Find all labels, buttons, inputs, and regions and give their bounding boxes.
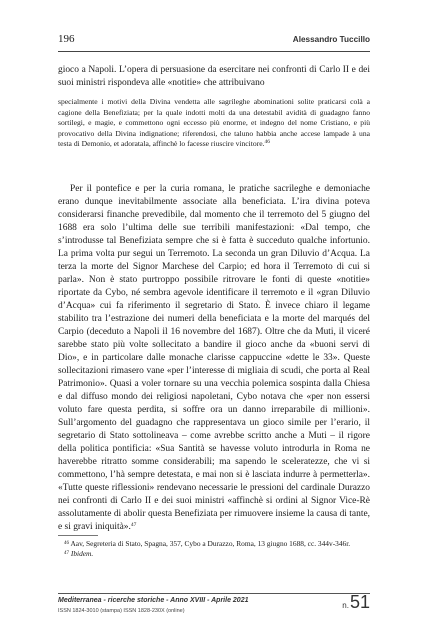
running-head-author: Alessandro Tuccillo <box>292 35 370 44</box>
footnote-text: Ibidem. <box>70 549 94 558</box>
block-quote <box>58 97 370 150</box>
footnote-number: 47 <box>64 551 69 556</box>
footer-issn: ISSN 1824-3010 (stampa) ISSN 1828-230X (online) <box>58 608 185 614</box>
footnote-rule <box>58 535 98 536</box>
footer-journal-title: Mediterranea - ricerche storiche - Anno XVIII - Aprile 2021 <box>58 597 249 604</box>
paragraph-intro <box>58 64 370 90</box>
block-quote-text: specialmente i motivi della Divina vendetta alle sagrileghe abominationi solite praticarsi colà a cagione della Benefiziata; per la quale indotti molti da una detestabil avidità di guadagno fanno sortilegi, e magie, e commettono ogni eccesso più enorme, et indegno del nome Cristiano, e più provocativo della Divina indignatione; riferendosi, che taluno habbia anche accese lampade à una testa di Demonio, et adoratala, affinchè lo facesse riuscire vincitore <box>58 97 370 149</box>
footnote-ref-47: 47 <box>130 522 137 528</box>
footnotes <box>58 539 370 559</box>
footer-page-number <box>342 592 370 613</box>
paragraph-main-paragraph: Per il pontefice e per la curia romana, le pratiche sacrileghe e demoniache erano dunque inevitabilmente associate alla beneficiata. L’ira divina poteva considerarsi finanche prevedibile, dal momento che il terremoto del 5 giugno del 1688 era solo l’ultima delle sue terribili manifestazioni: «Dal tempo, che s’introdusse tal Benefiziata sempre che si è fatta è succeduto qualche infortunio. La prima volta pur segui un Terremoto. La seconda un gran Diluvio d’Acqua. La terza la morte del Signor Marchese del Carpio; ed hora il Terremoto di cui si parla». Non è stato purtroppo possibile ritrovare le fonti di queste «notitie» riportate da Cybo, né sembra agevole identificare il terremoto e il «gran Diluvio d’Acqua» cui fa riferimento il segretario di Stato. È invece chiaro il legame stabilito tra l’estrazione dei numeri della beneficiata e la morte del marqués del Carpio (deceduto a Napoli il 16 novembre del 1687). Oltre che da Muti, il viceré sarebbe stato più volte sollecitato a bandire il gioco anche da «buoni servi di Dio», e in particolare dalle monache clarisse cappuccine «dette le 33». Queste sollecitazioni rimasero vane «per l’interesse di migliaia di scudi, che porta al Real Patrimonio». Quasi a voler tornare su una vecchia polemica sospinta dalla Chiesa e dal diffuso mondo dei religiosi napoletani, Cybo notava che «per non essersi voluto fare questa perdita, si soffre ora un danno irreparabile di millioni». Sull’argomento del guadagno che rappresentava un gioco simile per l’erario, il segretario di Stato sottolineava – come avrebbe scritto anche a Muti – il rigore della politica pontificia: «Sua Santità se havesse voluto introdurla in Roma ne haverebbe ritratto somme considerabili; ma sapendo le sceleratezze, che vi si commettono, l’hà sempre detestata, e mai non si è lasciata indurre à permetterla». «Tutte queste riflessioni» rendevano necessarie le pressioni del cardinale Durazzo nei confronti di Carlo II e dei suoi ministri «affinchè si ordini al Signor Vice-Rè assolutamente di abolir questa Benefiziata per rimuovere insieme la causa di tante, e si gravi iniquità».$^{47}$ <box>58 184 370 532</box>
footnote-ref-46: 46 <box>264 139 270 146</box>
footer-page-prefix: n. <box>342 601 349 610</box>
footer-page-value: 51 <box>349 592 370 612</box>
paragraph-main-text: Per il pontefice e per la curia romana, le pratiche sacrileghe e demoniache erano dunque inevitabilmente associate alla beneficiata. L’ira divina poteva considerarsi finanche prevedibile, dal momento che il terremoto del 5 giugno del 1688 era solo l’ultima delle sue terribili manifestazioni: «Dal tempo, che s’introdusse tal Benefiziata sempre che si è fatta è succeduto qualche infortunio. La prima volta pur segui un Terremoto. La seconda un gran Diluvio d’Acqua. La terza la morte del Signor Marchese del Carpio; ed hora il Terremoto di cui si parla». Non è stato purtroppo possibile ritrovare le fonti di queste «notitie» riportate da Cybo, né sembra agevole identificare il terremoto e il «gran Diluvio d’Acqua» cui fa riferimento il segretario di Stato. È invece chiaro il legame stabilito tra l’estrazione dei numeri della beneficiata e la morte del marqués del Carpio (deceduto a Napoli il 16 novembre del 1687). Oltre che da Muti, il viceré sarebbe stato più volte sollecitato a bandire il gioco anche da «buoni servi di Dio», e in particolare dalle monache clarisse cappuccine «dette le 33». Queste sollecitazioni rimasero vane «per l’interesse di migliaia di scudi, che porta al Real Patrimonio». Quasi a voler tornare su una vecchia polemica sospinta dalla Chiesa e dal diffuso mondo dei religiosi napoletani, Cybo notava che «per non essersi voluto fare questa perdita, si soffre ora un danno irreparabile di millioni». Sull’argomento del guadagno che rappresentava un gioco simile per l’erario, il segretario di Stato sottolineava – come avrebbe scritto anche a Muti – il rigore della politica pontificia: «Sua Santità se havesse voluto introdurla in Roma ne haverebbe ritratto somme considerabili; ma sapendo le sceleratezze, che vi si commettono, l’hà sempre detestata, e mai non si è lasciata indurre à permetterla». «Tutte queste riflessioni» rendevano necessarie le pressioni del cardinale Durazzo nei confronti di Carlo II e dei suoi ministri «affinchè si ordini al Signor Vice-Rè assolutamente di abolir questa Benefiziata per rimuovere insieme la causa di tante, e si gravi iniquità» <box>58 184 370 532</box>
header-rule <box>58 51 370 52</box>
page-number: 196 <box>58 33 75 45</box>
footnote-number: 46 <box>64 541 69 546</box>
block-quote-paragraph: specialmente i motivi della Divina vendetta alle sagrileghe abominationi solite praticarsi colà a cagione della Benefiziata; per la quale indotti molti da una detestabil avidità di guadagno fanno sortilegi, e magie, e commettono ogni eccesso più enorme, et indegno del nome Cristiano, e più provocativo della Divina indignatione; riferendosi, che taluno habbia anche accese lampade à una testa di Demonio, et adoratala, affinchè lo facesse riuscire vincitore.$^{46}$ <box>58 97 370 149</box>
paragraph-intro-text: gioco a Napoli. L’opera di persuasione da esercitare nei confronti di Carlo II e dei suoi ministri rispondeva alle «notitie» che attribuivano <box>58 65 370 88</box>
footnote-text: Aav, Segreteria di Stato, Spagna, 357, Cybo a Durazzo, Roma, 13 giugno 1688, cc. 344v-346r. <box>70 539 351 548</box>
footnote-item <box>58 549 370 559</box>
footnote-item <box>58 539 370 549</box>
paragraph-main <box>58 183 370 534</box>
footer-rule <box>58 593 370 594</box>
